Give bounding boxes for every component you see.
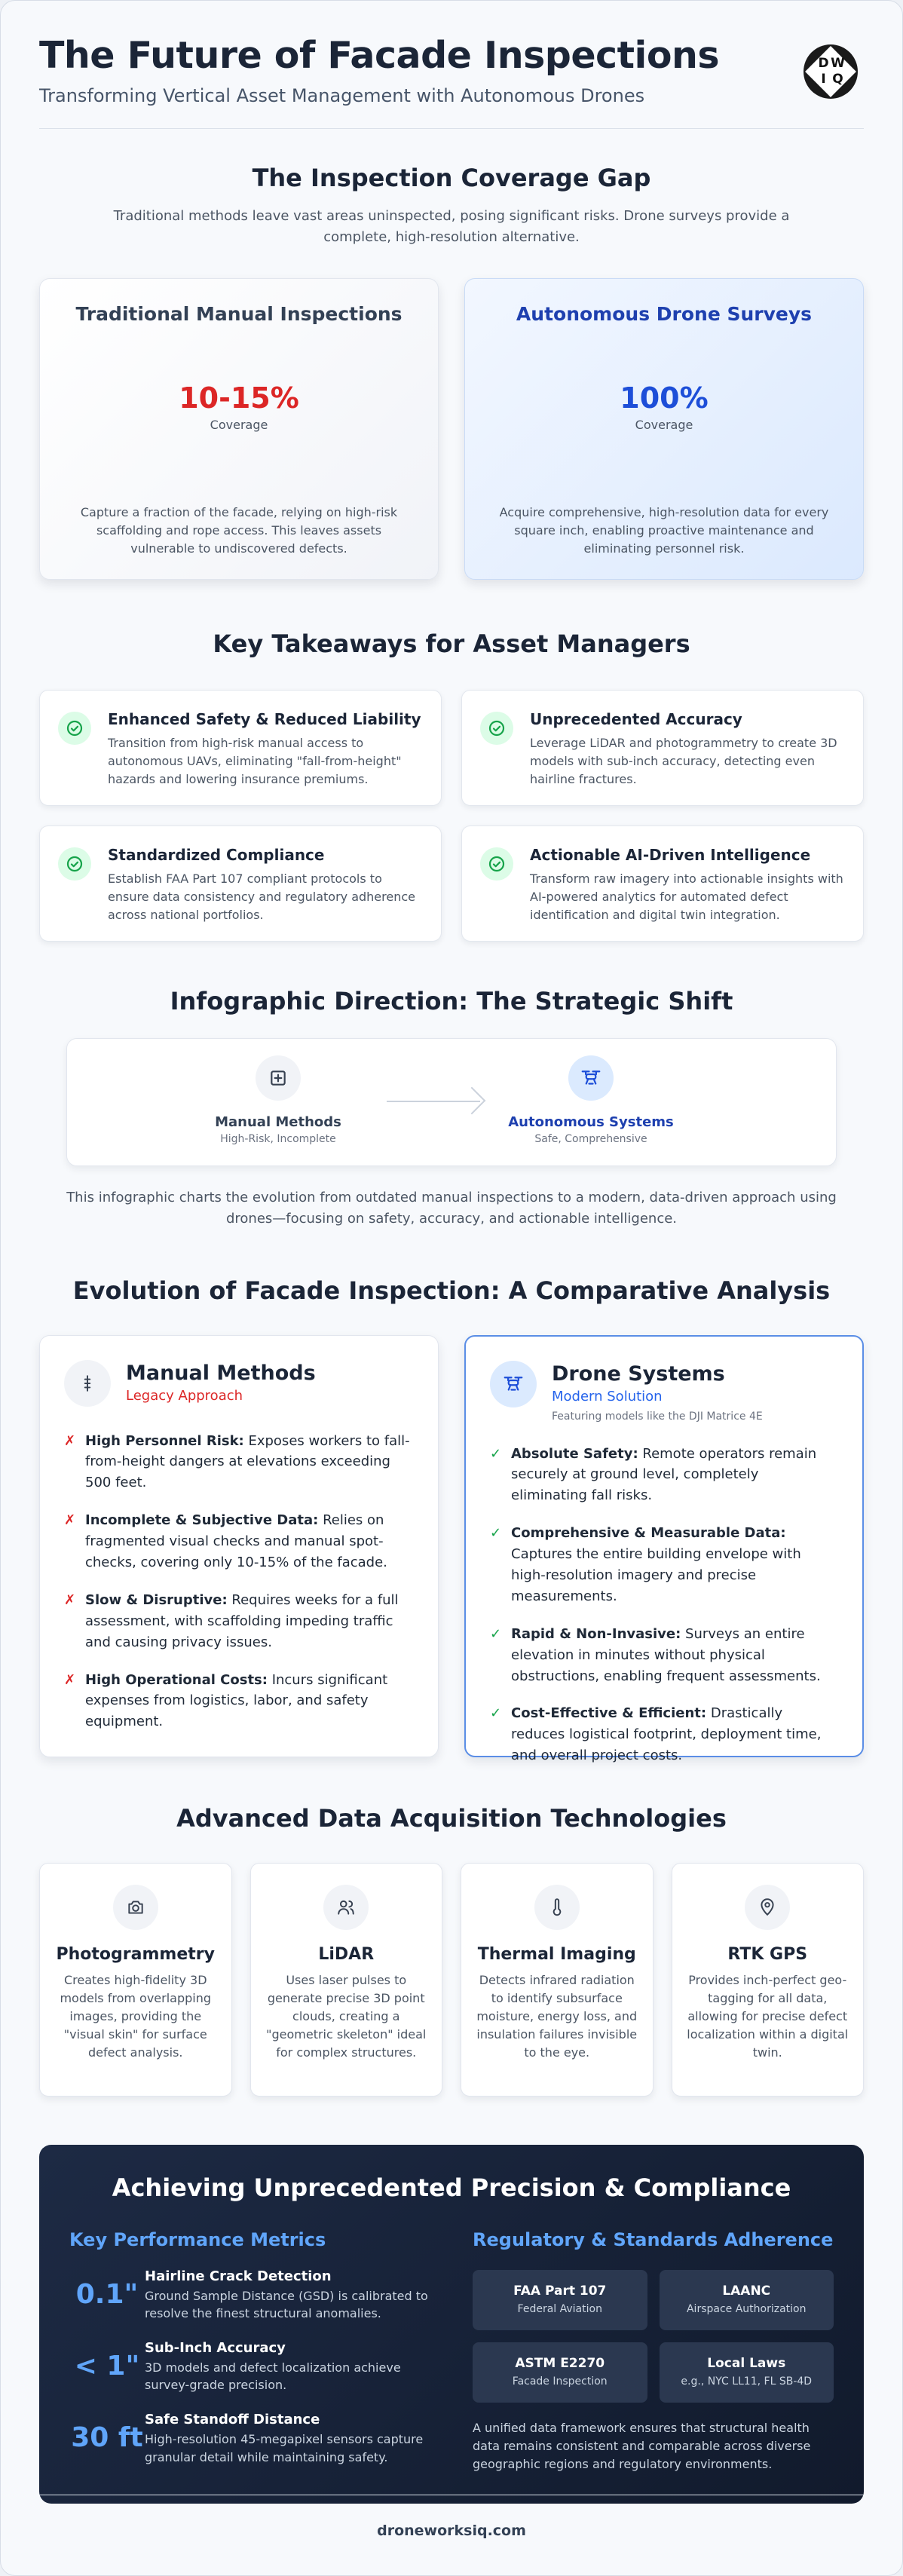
users-icon [323, 1885, 369, 1930]
coverage-value: 10-15% [179, 381, 299, 415]
takeaway-card [39, 690, 442, 806]
tech-title: RTK GPS [727, 1944, 808, 1964]
metric-text: Ground Sample Distance (GSD) is calibrated to resolve the finest structural anomalies. [145, 2288, 428, 2320]
regulation-badge: ASTM E2270 Facade Inspection [473, 2342, 647, 2403]
section-title: The Inspection Coverage Gap [252, 164, 651, 192]
metric-item [69, 2268, 430, 2322]
card-description: Capture a fraction of the facade, relying on high-risk scaffolding and rope access. This leaves assets vulnerable to undiscovered defects. [80, 504, 398, 556]
tech-card [672, 1863, 865, 2097]
takeaway-title: Standardized Compliance [108, 845, 325, 864]
strategic-shift-section [39, 942, 864, 1230]
regulation-badge: LAANC Airspace Authorization [660, 2270, 834, 2330]
section-title: Evolution of Facade Inspection: A Comparative Analysis [72, 1276, 831, 1305]
tech-title: Photogrammetry [56, 1944, 215, 1964]
page-subtitle: Transforming Vertical Asset Management with Autonomous Drones [39, 84, 645, 106]
x-icon: ✗ [64, 1671, 76, 1688]
section-title: Infographic Direction: The Strategic Shift [170, 986, 733, 1015]
metric-text: High-resolution 45-megapixel sensors capture granular detail while maintaining safety. [145, 2432, 424, 2464]
drone-systems-card [464, 1335, 864, 1764]
section-title: Achieving Unprecedented Precision & Compliance [112, 2173, 791, 2202]
technologies-section [39, 1757, 864, 2097]
map-pin-icon [745, 1885, 790, 1930]
takeaway-title: Actionable AI-Driven Intelligence [530, 845, 811, 864]
tech-title: Thermal Imaging [477, 1944, 636, 1964]
list-item: ✓ Comprehensive & Measurable Data: Captures the entire building envelope with high-resolution imagery and precise measurements. [490, 1523, 838, 1607]
card-title: Drone Systems [552, 1362, 725, 1386]
comparison-section [39, 1230, 864, 1764]
metrics-title: Key Performance Metrics [69, 2228, 326, 2250]
metric-value: < 1" [74, 2350, 140, 2381]
check-circle-icon [58, 712, 91, 745]
card-tag: Legacy Approach [126, 1387, 243, 1404]
card-description: Acquire comprehensive, high-resolution data for every square inch, enabling proactive maintenance and eliminating personnel risk. [499, 504, 829, 556]
check-circle-icon [58, 847, 91, 881]
metric-title: Hairline Crack Detection [145, 2268, 332, 2284]
metric-item [69, 2340, 430, 2394]
camera-icon [113, 1885, 158, 1930]
takeaway-card [461, 825, 864, 942]
card-tag: Modern Solution [552, 1388, 663, 1404]
takeaway-title: Unprecedented Accuracy [530, 709, 742, 728]
manual-coverage-card [39, 278, 439, 580]
manual-methods-card [39, 1335, 439, 1757]
takeaway-card [39, 825, 442, 942]
footer-site[interactable]: droneworksiq.com [39, 2495, 864, 2539]
section-lead: This infographic charts the evolution from outdated manual inspections to a modern, data-driven approach using drones—focusing on safety, accuracy, and actionable intelligence. [66, 1189, 837, 1227]
tech-text: Detects infrared radiation to identify subsurface moisture, energy loss, and insulation failures invisible to the eye. [476, 1972, 638, 2060]
x-icon: ✗ [64, 1432, 76, 1449]
thermometer-icon [534, 1885, 580, 1930]
metric-value: 0.1" [75, 2278, 139, 2310]
takeaway-text: Transition from high-risk manual access to autonomous UAVs, eliminating "fall-from-height" hazards and lowering insurance premiums. [108, 735, 402, 786]
metric-value: 30 ft [71, 2422, 143, 2454]
card-title: Traditional Manual Inspections [75, 302, 403, 325]
list-item: ✓ Rapid & Non-Invasive: Surveys an entire elevation in minutes without physical obstructions, enabling frequent assessments. [490, 1624, 838, 1687]
to-node: Autonomous Systems Safe, Comprehensive [500, 1055, 681, 1145]
ladder-icon [64, 1360, 111, 1407]
metric-title: Sub-Inch Accuracy [145, 2339, 286, 2356]
section-title: Advanced Data Acquisition Technologies [176, 1803, 727, 1833]
check-circle-icon [480, 847, 513, 881]
coverage-label: Coverage [635, 417, 693, 432]
regulation-badge: Local Laws e.g., NYC LL11, FL SB-4D [660, 2342, 834, 2403]
regulation-badge: FAA Part 107 Federal Aviation [473, 2270, 647, 2330]
drone-icon [568, 1055, 614, 1101]
plus-square-icon [256, 1055, 301, 1101]
list-item: ✗ High Personnel Risk: Exposes workers to fall-from-height dangers at elevations exceeding 500 feet. [64, 1431, 414, 1494]
drone-coverage-card [464, 278, 864, 580]
takeaway-text: Transform raw imagery into actionable insights with AI-powered analytics for automated defect identification and digital twin integration. [530, 871, 843, 922]
metric-item [69, 2412, 430, 2465]
metric-text: 3D models and defect localization achieve survey-grade precision. [145, 2360, 401, 2393]
featured-models: Featuring models like the DJI Matrice 4E [552, 1410, 763, 1423]
tech-card [39, 1863, 232, 2097]
coverage-label: Coverage [210, 417, 268, 432]
metrics-column [69, 2229, 430, 2473]
shift-diagram [66, 1038, 837, 1166]
list-item: ✓ Absolute Safety: Remote operators remain securely at ground level, completely eliminating fall risks. [490, 1444, 838, 1507]
card-title: Autonomous Drone Surveys [516, 302, 813, 325]
x-icon: ✗ [64, 1512, 76, 1529]
tech-card [461, 1863, 654, 2097]
takeaway-text: Establish FAA Part 107 compliant protocols to ensure data consistency and regulatory adherence across national portfolios. [108, 871, 415, 922]
check-icon: ✓ [490, 1625, 502, 1642]
check-icon: ✓ [490, 1705, 502, 1722]
takeaway-card [461, 690, 864, 806]
card-title: Manual Methods [126, 1361, 316, 1385]
tech-text: Creates high-fidelity 3D models from overlapping images, providing the "visual skin" for surface defect analysis. [60, 1972, 212, 2060]
check-icon: ✓ [490, 1525, 502, 1542]
page-title: The Future of Facade Inspections [39, 34, 720, 77]
list-item: ✓ Cost-Effective & Efficient: Drastically reduces logistical footprint, deployment time, and overall project costs. [490, 1703, 838, 1766]
check-icon: ✓ [490, 1445, 502, 1462]
takeaways-section [39, 580, 864, 942]
arrow-right-icon [387, 1101, 480, 1102]
list-item: ✗ Incomplete & Subjective Data: Relies on fragmented visual checks and manual spot-checks, covering only 10-15% of the facade. [64, 1510, 414, 1573]
list-item: ✗ High Operational Costs: Incurs significant expenses from logistics, labor, and safety equipment. [64, 1670, 414, 1733]
takeaway-title: Enhanced Safety & Reduced Liability [108, 709, 421, 728]
tech-text: Uses laser pulses to generate precise 3D point clouds, creating a "geometric skeleton" ideal for complex structures. [266, 1972, 427, 2060]
brand-logo: D W I Q [804, 44, 858, 99]
takeaway-text: Leverage LiDAR and photogrammetry to create 3D models with sub-inch accuracy, detecting even hairline fractures. [530, 735, 837, 786]
tech-text: Provides inch-perfect geo-tagging for all data, allowing for precise defect localization within a digital twin. [687, 1972, 849, 2060]
tech-title: LiDAR [318, 1944, 375, 1964]
header [39, 1, 864, 129]
from-node: Manual Methods High-Risk, Incomplete [188, 1055, 369, 1145]
coverage-value: 100% [620, 381, 709, 415]
coverage-section [39, 129, 864, 580]
drone-icon [490, 1361, 537, 1407]
metric-title: Safe Standoff Distance [145, 2412, 320, 2428]
regulatory-title: Regulatory & Standards Adherence [473, 2228, 834, 2250]
section-title: Key Takeaways for Asset Managers [213, 629, 690, 658]
tech-card [250, 1863, 443, 2097]
precision-panel [39, 2145, 864, 2504]
check-circle-icon [480, 712, 513, 745]
section-lead: Traditional methods leave vast areas uninspected, posing significant risks. Drone surveys provide a complete, high-resolution alternative. [113, 208, 790, 245]
regulatory-column [473, 2229, 834, 2473]
x-icon: ✗ [64, 1591, 76, 1608]
regulatory-note: A unified data framework ensures that structural health data remains consistent and comparable across diverse geographic regions and regulatory environments. [473, 2420, 811, 2471]
list-item: ✗ Slow & Disruptive: Requires weeks for a full assessment, with scaffolding impeding traffic and causing privacy issues. [64, 1590, 414, 1653]
